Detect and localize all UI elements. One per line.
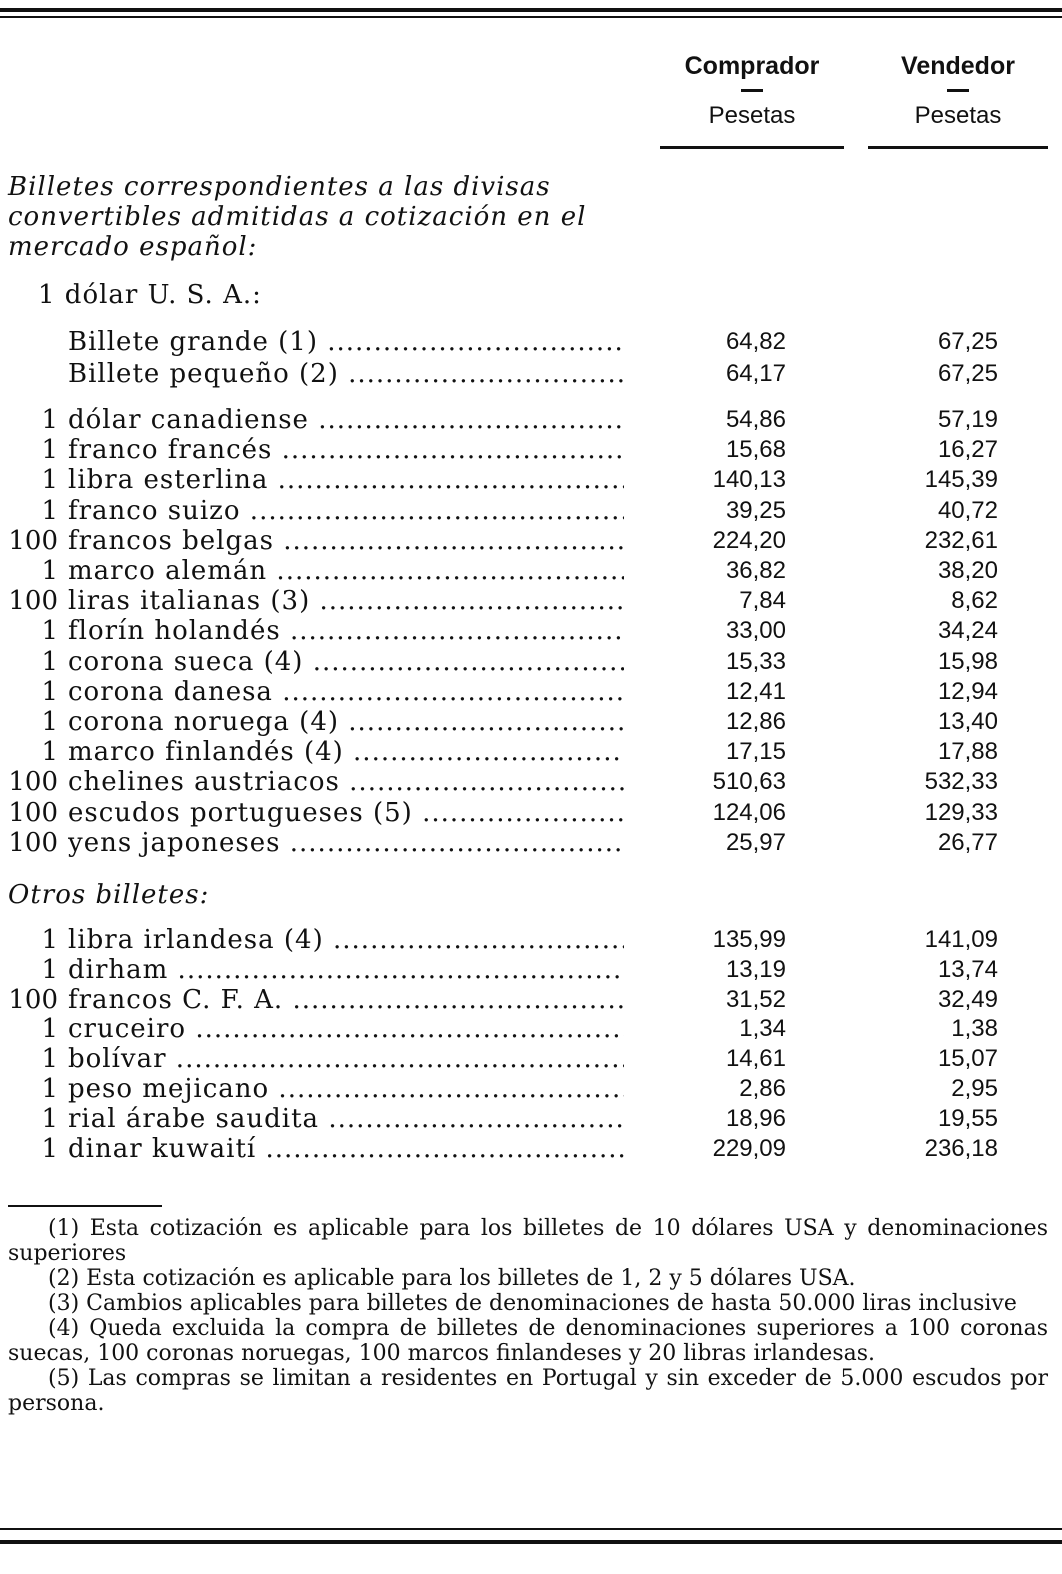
row-currency-name: liras italianas (3) ..... bbox=[68, 586, 624, 616]
table-row bbox=[0, 1014, 1062, 1044]
row-buy-value: 64,17 bbox=[725, 360, 786, 387]
table-row bbox=[0, 586, 1062, 616]
section-title-convertible: Billetes correspondientes a las divisas convertibles admitidas a cotización en el mercado español: bbox=[8, 172, 587, 262]
row-currency-name: yens japoneses ..... bbox=[68, 828, 624, 858]
row-currency-name: francos C. F. A. ..... bbox=[68, 985, 624, 1015]
row-quantity: 1 bbox=[41, 676, 58, 707]
row-sell-value: 15,98 bbox=[937, 647, 998, 675]
row-currency-name: dinar kuwaití ..... bbox=[68, 1134, 624, 1164]
row-sell-value: 1,38 bbox=[951, 1015, 998, 1043]
row-currency-name: dólar canadiense ..... bbox=[68, 405, 624, 435]
col-header-buyer-unit: Pesetas bbox=[708, 102, 796, 129]
row-buy-value: 15,68 bbox=[725, 436, 786, 464]
row-quantity: 100 bbox=[8, 797, 58, 828]
row-buy-value: 15,33 bbox=[725, 647, 786, 675]
bottom-rule bbox=[0, 1540, 1062, 1544]
table-row bbox=[0, 798, 1062, 828]
col-rule-seller bbox=[868, 146, 1048, 149]
table-row bbox=[0, 707, 1062, 737]
row-quantity: 1 bbox=[41, 465, 58, 496]
row-sell-value: 13,40 bbox=[937, 708, 998, 735]
row-sell-value: 38,20 bbox=[937, 557, 998, 584]
row-quantity: 1 bbox=[41, 495, 58, 526]
row-currency-name: Billete grande (1) ..... bbox=[68, 327, 624, 357]
row-buy-value: 224,20 bbox=[712, 526, 786, 554]
row-quantity: 1 bbox=[41, 1074, 58, 1104]
top-rule-thin bbox=[0, 16, 1062, 18]
row-currency-name: franco suizo ..... bbox=[68, 496, 624, 526]
row-sell-value: 13,74 bbox=[937, 955, 998, 983]
row-currency-name: libra irlandesa (4) ..... bbox=[68, 925, 624, 955]
table-row bbox=[0, 985, 1062, 1015]
row-currency-name: corona sueca (4) ..... bbox=[68, 647, 624, 677]
table-row bbox=[0, 828, 1062, 858]
col-header-buyer bbox=[660, 52, 844, 130]
row-sell-value: 532,33 bbox=[924, 768, 998, 796]
row-sell-value: 8,62 bbox=[951, 587, 998, 615]
row-quantity: 1 bbox=[41, 646, 58, 677]
row-buy-value: 2,86 bbox=[739, 1075, 786, 1102]
row-currency-name: marco alemán ..... bbox=[68, 556, 624, 586]
table-row bbox=[0, 1134, 1062, 1164]
row-quantity: 1 bbox=[41, 1014, 58, 1045]
row-sell-value: 19,55 bbox=[937, 1104, 998, 1132]
row-quantity: 1 bbox=[41, 1044, 58, 1075]
row-buy-value: 140,13 bbox=[712, 466, 786, 494]
section-title-others: Otros billetes: bbox=[8, 880, 210, 910]
row-buy-value: 31,52 bbox=[725, 985, 786, 1013]
row-currency-name: bolívar ..... bbox=[68, 1044, 624, 1074]
row-sell-value: 32,49 bbox=[937, 985, 998, 1013]
footnote: (1) Esta cotización es aplicable para los billetes de 10 dólares USA y denominaciones superiores bbox=[8, 1216, 1048, 1266]
row-currency-name: franco francés ..... bbox=[68, 435, 624, 465]
table-row bbox=[0, 465, 1062, 495]
table-row bbox=[0, 647, 1062, 677]
table-row bbox=[0, 405, 1062, 435]
row-quantity: 1 bbox=[41, 556, 58, 586]
top-rule bbox=[0, 8, 1062, 12]
row-buy-value: 64,82 bbox=[725, 328, 786, 355]
row-buy-value: 18,96 bbox=[725, 1104, 786, 1132]
row-sell-value: 129,33 bbox=[924, 798, 998, 826]
row-buy-value: 17,15 bbox=[725, 738, 786, 766]
footnote: (3) Cambios aplicables para billetes de denominaciones de hasta 50.000 liras inclusive bbox=[48, 1291, 1017, 1316]
footnote: (4) Queda excluida la compra de billetes de denominaciones superiores a 100 coronas suecas, 100 coronas noruegas, 100 marcos finlandeses y 20 libras irlandesas. bbox=[8, 1316, 1048, 1366]
table-row bbox=[0, 955, 1062, 985]
row-sell-value: 40,72 bbox=[937, 496, 998, 524]
row-currency-name: libra esterlina ..... bbox=[68, 465, 624, 495]
col-header-seller bbox=[868, 52, 1048, 130]
footnote: (2) Esta cotización es aplicable para los billetes de 1, 2 y 5 dólares USA. bbox=[48, 1266, 856, 1291]
row-currency-name: dirham ..... bbox=[68, 955, 624, 985]
table-row bbox=[0, 1044, 1062, 1074]
row-quantity: 100 bbox=[8, 586, 58, 617]
row-quantity: 1 bbox=[41, 1103, 58, 1134]
row-buy-value: 7,84 bbox=[739, 587, 786, 615]
row-currency-name: corona danesa ..... bbox=[68, 677, 624, 707]
row-buy-value: 54,86 bbox=[725, 406, 786, 433]
row-quantity: 1 bbox=[41, 616, 58, 647]
table-row bbox=[0, 327, 1062, 357]
row-sell-value: 145,39 bbox=[924, 466, 998, 494]
row-buy-value: 12,86 bbox=[725, 708, 786, 735]
footnote: (5) Las compras se limitan a residentes en Portugal y sin exceder de 5.000 escudos por persona. bbox=[8, 1366, 1048, 1416]
row-currency-name: peso mejicano ..... bbox=[68, 1074, 624, 1104]
row-quantity: 1 bbox=[41, 405, 58, 435]
dash bbox=[741, 89, 763, 92]
table-row bbox=[0, 1074, 1062, 1104]
row-quantity: 1 bbox=[41, 435, 58, 466]
row-sell-value: 34,24 bbox=[937, 617, 998, 645]
row-buy-value: 12,41 bbox=[725, 677, 786, 705]
usd-label: 1 dólar U. S. A.: bbox=[38, 280, 262, 310]
row-currency-name: cruceiro ..... bbox=[68, 1014, 624, 1044]
row-sell-value: 16,27 bbox=[937, 436, 998, 464]
dash bbox=[947, 89, 969, 92]
row-sell-value: 26,77 bbox=[937, 828, 998, 856]
row-buy-value: 229,09 bbox=[712, 1134, 786, 1162]
row-buy-value: 1,34 bbox=[739, 1015, 786, 1043]
table-row bbox=[0, 556, 1062, 586]
row-currency-name: rial árabe saudita ..... bbox=[68, 1104, 624, 1134]
row-buy-value: 33,00 bbox=[725, 617, 786, 645]
row-currency-name: francos belgas ..... bbox=[68, 526, 624, 556]
row-buy-value: 39,25 bbox=[725, 496, 786, 524]
col-header-seller-unit: Pesetas bbox=[914, 102, 1002, 129]
row-sell-value: 67,25 bbox=[937, 360, 998, 387]
row-sell-value: 2,95 bbox=[951, 1075, 998, 1102]
table-row bbox=[0, 1104, 1062, 1134]
row-quantity: 1 bbox=[41, 954, 58, 985]
row-currency-name: florín holandés ..... bbox=[68, 616, 624, 646]
row-sell-value: 57,19 bbox=[937, 406, 998, 433]
bottom-rule-thin bbox=[0, 1528, 1062, 1530]
row-buy-value: 510,63 bbox=[712, 768, 786, 796]
table-row bbox=[0, 737, 1062, 767]
table-row bbox=[0, 925, 1062, 955]
row-currency-name: chelines austriacos ..... bbox=[68, 767, 624, 797]
row-currency-name: escudos portugueses (5) ..... bbox=[68, 798, 624, 828]
row-quantity: 1 bbox=[41, 925, 58, 955]
row-buy-value: 13,19 bbox=[725, 955, 786, 983]
table-row bbox=[0, 496, 1062, 526]
table-row bbox=[0, 616, 1062, 646]
row-quantity: 100 bbox=[8, 984, 58, 1015]
row-sell-value: 232,61 bbox=[924, 526, 998, 554]
col-rule-buyer bbox=[660, 146, 844, 149]
row-currency-name: Billete pequeño (2) ..... bbox=[68, 359, 624, 389]
row-buy-value: 124,06 bbox=[712, 798, 786, 826]
row-sell-value: 15,07 bbox=[937, 1045, 998, 1073]
table-row bbox=[0, 359, 1062, 389]
row-quantity: 1 bbox=[41, 707, 58, 737]
row-sell-value: 12,94 bbox=[937, 677, 998, 705]
row-quantity: 100 bbox=[8, 767, 58, 798]
row-quantity: 100 bbox=[8, 525, 58, 556]
row-sell-value: 141,09 bbox=[924, 926, 998, 953]
row-currency-name: marco finlandés (4) ..... bbox=[68, 737, 624, 767]
row-quantity: 1 bbox=[41, 737, 58, 768]
row-sell-value: 67,25 bbox=[937, 328, 998, 355]
table-row bbox=[0, 677, 1062, 707]
row-buy-value: 36,82 bbox=[725, 557, 786, 584]
row-quantity: 100 bbox=[8, 827, 58, 858]
footnote-rule bbox=[8, 1205, 162, 1207]
footnotes bbox=[8, 1216, 1048, 1416]
row-currency-name: corona noruega (4) ..... bbox=[68, 707, 624, 737]
row-sell-value: 236,18 bbox=[924, 1134, 998, 1162]
row-buy-value: 135,99 bbox=[712, 926, 786, 953]
col-header-buyer-title: Comprador bbox=[684, 52, 820, 80]
row-quantity: 1 bbox=[41, 1133, 58, 1164]
row-buy-value: 25,97 bbox=[725, 828, 786, 856]
table-row bbox=[0, 435, 1062, 465]
row-sell-value: 17,88 bbox=[937, 738, 998, 766]
table-row bbox=[0, 767, 1062, 797]
table-row bbox=[0, 526, 1062, 556]
col-header-seller-title: Vendedor bbox=[901, 52, 1015, 80]
row-buy-value: 14,61 bbox=[725, 1045, 786, 1073]
